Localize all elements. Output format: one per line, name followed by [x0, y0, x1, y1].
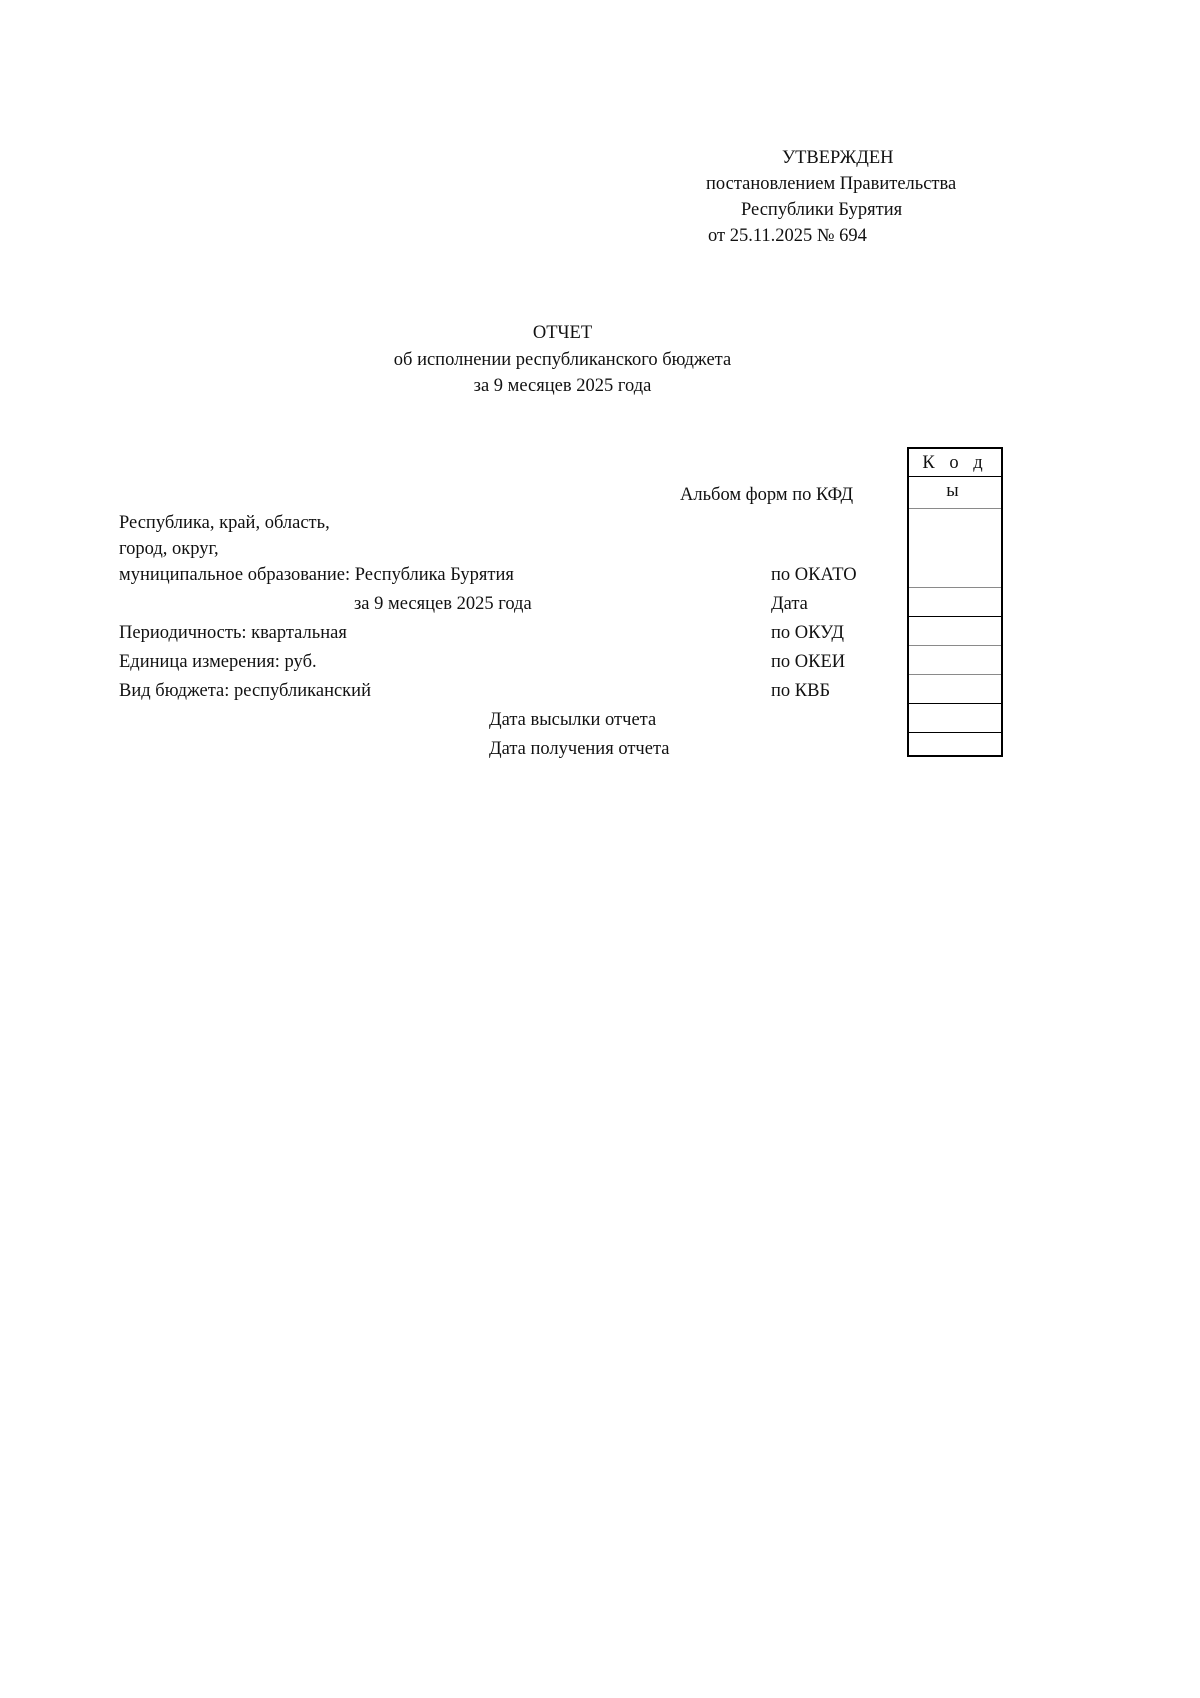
codes-header: К о д ы	[909, 449, 1001, 477]
periodicity-field: Периодичность: квартальная	[119, 623, 347, 643]
codes-divider	[909, 587, 1001, 588]
report-title-main: ОТЧЕТ	[532, 323, 593, 343]
codes-divider	[909, 616, 1001, 617]
send-date-label: Дата высылки отчета	[489, 710, 657, 730]
receive-date-label: Дата получения отчета	[489, 739, 670, 759]
approval-date-number: от 25.11.2025 № 694	[708, 226, 867, 246]
municipality-field: муниципальное образование: Республика Бурятия	[119, 565, 514, 585]
codes-divider	[909, 732, 1001, 733]
report-title-subject: об исполнении республиканского бюджета	[393, 350, 732, 370]
approval-republic: Республики Бурятия	[741, 200, 903, 220]
report-title-period: за 9 месяцев 2025 года	[473, 376, 652, 396]
codes-divider	[909, 674, 1001, 675]
approval-heading: УТВЕРЖДЕН	[782, 148, 894, 168]
budget-type-field: Вид бюджета: республиканский	[119, 681, 371, 701]
region-label-line2: город, округ,	[119, 539, 219, 559]
region-label-line1: Республика, край, область,	[119, 513, 330, 533]
okato-label: по ОКАТО	[771, 565, 857, 585]
codes-table	[907, 447, 1003, 757]
okud-label: по ОКУД	[771, 623, 844, 643]
codes-divider	[909, 645, 1001, 646]
codes-divider	[909, 508, 1001, 509]
unit-field: Единица измерения: руб.	[119, 652, 317, 672]
period-field: за 9 месяцев 2025 года	[354, 594, 532, 614]
date-label: Дата	[771, 594, 808, 614]
approval-decree: постановлением Правительства	[706, 174, 957, 194]
kvb-label: по КВБ	[771, 681, 831, 701]
codes-divider	[909, 703, 1001, 704]
okei-label: по ОКЕИ	[771, 652, 846, 672]
album-forms-label: Альбом форм по КФД	[680, 485, 854, 505]
